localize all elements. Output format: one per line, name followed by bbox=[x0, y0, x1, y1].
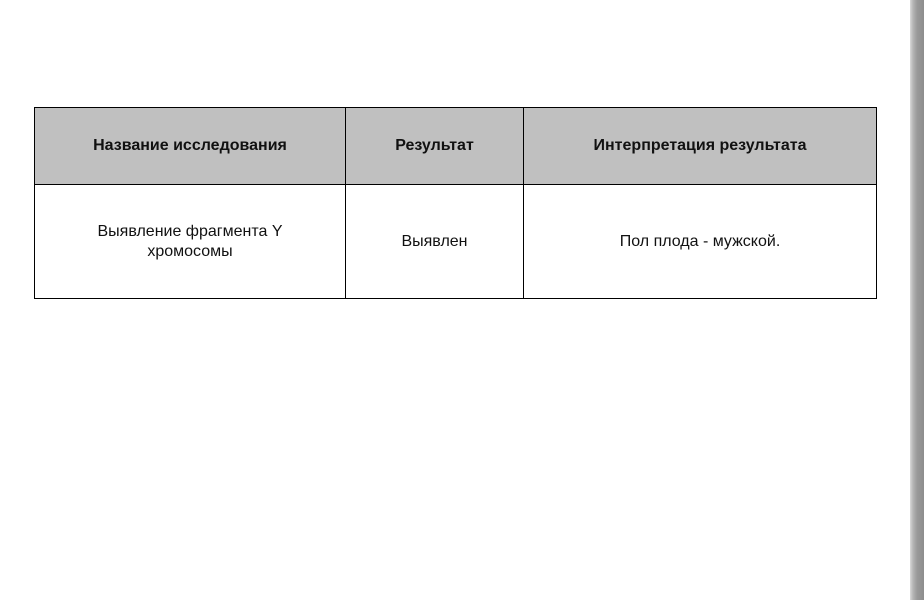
table-header-row bbox=[35, 108, 877, 185]
header-interpretation: Интерпретация результата bbox=[524, 108, 877, 185]
header-test-name: Название исследования bbox=[35, 108, 346, 185]
cell-result: Выявлен bbox=[346, 185, 524, 299]
cell-interpretation: Пол плода - мужской. bbox=[524, 185, 877, 299]
header-result: Результат bbox=[346, 108, 524, 185]
results-table bbox=[34, 107, 877, 299]
table-row bbox=[35, 185, 877, 299]
scrollbar[interactable] bbox=[910, 0, 924, 600]
cell-test-name: Выявление фрагмента Y хромосомы bbox=[35, 185, 346, 299]
